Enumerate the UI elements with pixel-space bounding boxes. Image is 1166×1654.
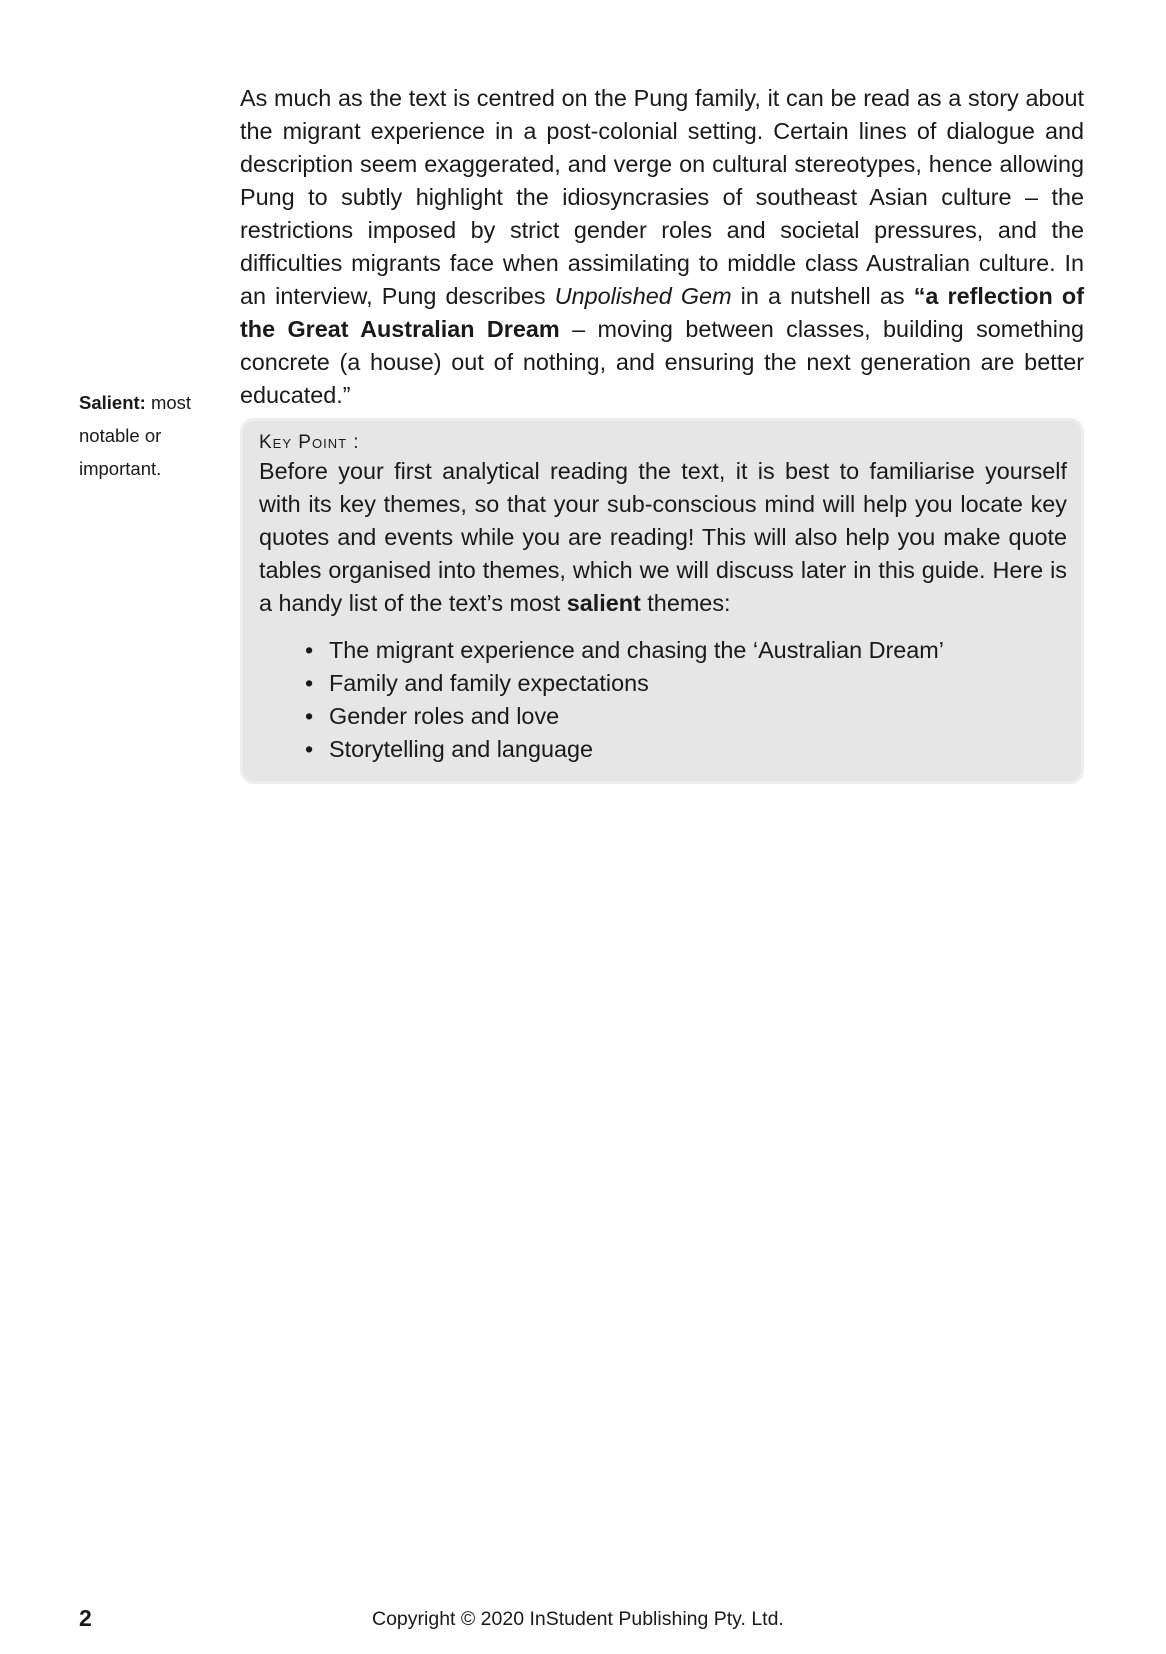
- theme-text: The migrant experience and chasing the ‘Australian Dream’: [329, 637, 944, 663]
- key-point-text-before: Before your first analytical reading the text, it is best to familiarise yourself with its key themes, so that your sub-conscious mind will help you locate key quotes and events while you are reading! This will also help you make quote tables organised into themes, which we will discuss later in this guide. Here is a handy list of the text’s most: [259, 458, 1067, 616]
- list-item: [305, 700, 1067, 733]
- themes-list: [259, 634, 1067, 766]
- list-item: [305, 634, 1067, 667]
- theme-text: Storytelling and language: [329, 736, 593, 762]
- list-item: [305, 733, 1067, 766]
- paragraph-text-2: in a nutshell as: [731, 283, 914, 309]
- key-point-text: [259, 455, 1067, 620]
- list-item: [305, 667, 1067, 700]
- theme-text: Gender roles and love: [329, 703, 560, 729]
- theme-text: Family and family expectations: [329, 670, 649, 696]
- key-point-box: [240, 418, 1084, 784]
- paragraph-text-3: – moving between classes, building something concrete (a house) out of nothing, and ensuring the next generation are better educated.”: [240, 316, 1084, 408]
- bullet-icon: •: [305, 637, 314, 663]
- definition-text: most notable or important.: [79, 392, 192, 479]
- bullet-icon: •: [305, 703, 314, 729]
- paragraph-text-1: As much as the text is centred on the Pung family, it can be read as a story about the migrant experience in a post-colonial setting. Certain lines of dialogue and description seem exaggerated, and verge on cultural stereotypes, hence allowing Pung to subtly highlight the idiosyncrasies of southeast Asian culture – the restrictions imposed by strict gender roles and societal pressures, and the difficulties migrants face when assimilating to middle class Australian culture. In an interview, Pung describes: [240, 85, 1084, 309]
- quote-highlight: “a reflection of the Great Australian Dream: [240, 283, 1084, 342]
- salient-word: salient: [566, 590, 641, 616]
- key-point-text-after: themes:: [640, 590, 731, 616]
- book-title: Unpolished Gem: [554, 283, 732, 309]
- bullet-icon: •: [305, 670, 314, 696]
- margin-definition: [79, 386, 219, 485]
- body-paragraph: [240, 82, 1084, 412]
- definition-term: Salient:: [79, 392, 146, 413]
- copyright-notice: Copyright © 2020 InStudent Publishing Pty. Ltd.: [372, 1608, 784, 1630]
- bullet-icon: •: [305, 736, 314, 762]
- page-number: 2: [79, 1605, 92, 1631]
- key-point-heading: Key Point :: [259, 432, 360, 453]
